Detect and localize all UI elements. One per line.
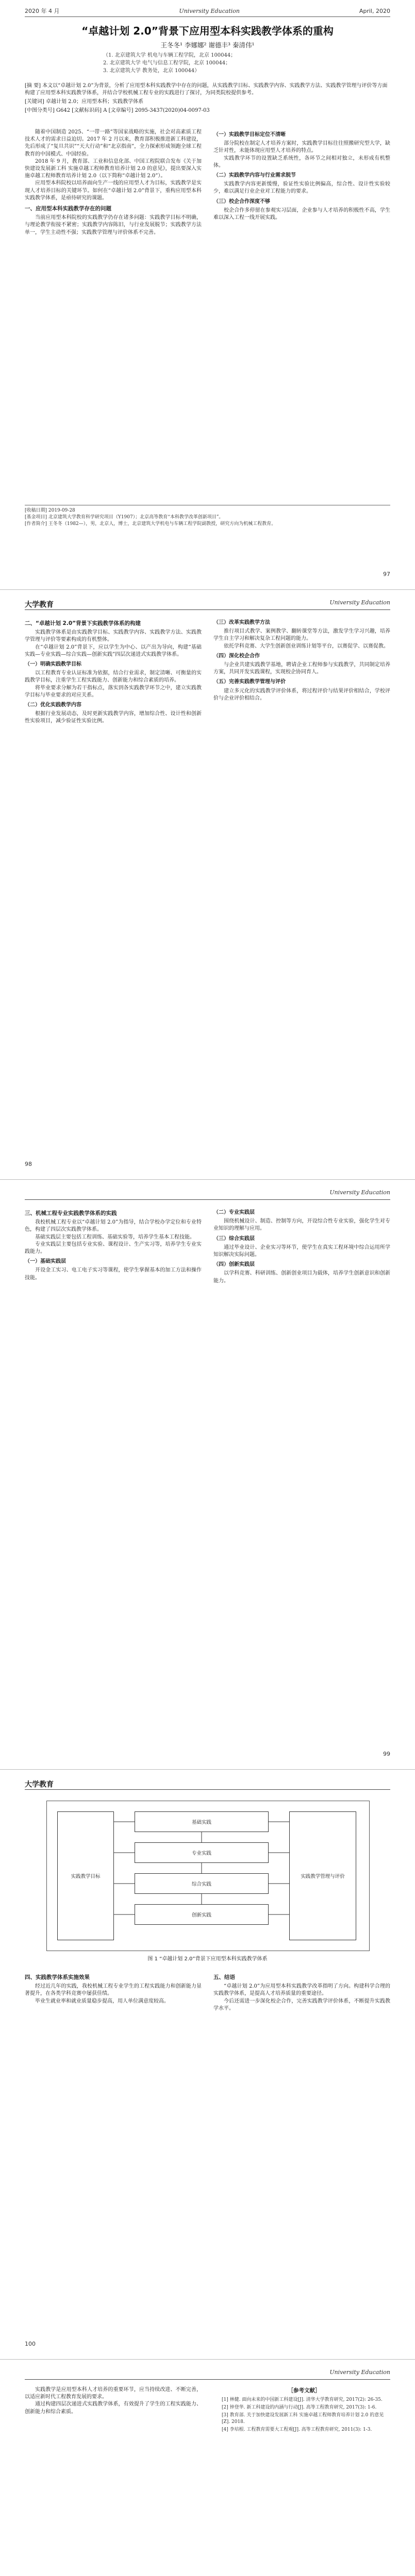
column-left [25,617,202,725]
paragraph: 依托学科竞赛、大学生创新创业训练计划等平台，以赛促学、以赛促教。 [224,643,389,649]
subsection-heading: （二）优化实践教学内容 [25,702,81,708]
paragraph: 实践教学内容更新缓慢，验证性实验比例偏高，综合性、设计性实验较少，难以满足行业企业对工程能力的要求。 [213,181,390,195]
footnote-line: [收稿日期] 2019-09-28 [25,508,75,513]
page-number: 97 [383,571,390,578]
column-left [25,129,202,236]
section-heading: 四、实践教学体系实施效果 [25,1974,90,1980]
paragraph: 实践教学是应用型本科人才培养的重要环节，应当持续改进、不断完善，以适应新时代工程教育发展的要求。 [25,2387,202,2400]
class-code: [中图分类号] G642 [文献标识码] A [文章编号] 2095-3437(2020)04-0097-03 [25,108,210,113]
paragraph: 专业实践层主要包括专业实验、课程设计、生产实习等，培养学生专业实践能力。 [25,1241,202,1255]
reference-item: [4] 李培根. 工程教育需要大工程观[J]. 高等工程教育研究, 2011(3): 1-3. [222,2427,372,2432]
subsection-heading: （一）基础实践层 [25,1259,66,1265]
system-diagram [46,1801,370,1951]
header-rule [25,609,390,610]
page-3 [0,1180,415,1770]
header-rule [25,1199,390,1200]
affiliation-line: 2. 北京建筑大学 电气与信息工程学院，北京 100044； [103,60,231,66]
paragraph: 2018 年 9 月，教育部、工业和信息化部、中国工程院联合发布《关于加快建设发展新工科 实施卓越工程师教育培养计划 2.0 的意见》，提出要深入实施卓越工程师教育培养计划 2.0（以下简称“卓越计划 2.0”）。 [25,158,202,179]
column-right [213,129,390,222]
paragraph: 将毕业要求分解为若干指标点，落实到各实践教学环节之中，建立实践教学目标与毕业要求的对应关系。 [25,685,202,698]
diagram-connectors [47,1801,369,1951]
diagram-node-professional: 专业实践 [135,1842,269,1863]
section-heading: 三、机械工程专业实践教学体系的实践 [25,1210,117,1216]
abstract: [摘 要] 本文以“卓越计划 2.0”为背景，分析了应用型本科实践教学中存在的问题，从实践教学目标、实践教学内容、实践教学方法、实践教学管理与评价等方面构建了应用型本科实践教学体系，并结合学校机械工程专业的实践进行了探讨，为同类院校提供参考。 [25,83,388,96]
reference-item: [1] 林健. 面向未来的中国新工科建设[J]. 清华大学教育研究, 2017(2): 26-35. [222,2397,383,2402]
paragraph: 在“卓越计划 2.0”背景下，应以学生为中心、以产出为导向，构建“基础实践—专业实践—综合实践—创新实践”四层次递进式实践教学体系。 [25,644,202,657]
header-right: University Education [329,599,390,606]
author-affiliations [103,52,320,75]
diagram-node-basic: 基础实践 [135,1811,269,1832]
page-number: 99 [383,1751,390,1757]
paragraph: 基础实践层主要包括工程训练、基础实验等，培养学生基本工程技能。 [35,1234,195,1240]
subsection-heading: （二）实践教学内容与行业需求脱节 [213,173,296,179]
header-rule [25,2379,390,2380]
paragraph: 当前应用型本科院校的实践教学仍存在诸多问题：实践教学目标不明确，与理论教学衔接不紧密；实践教学内容陈旧，与行业发展脱节；实践教学方法单一，学生主动性不强；实践教学管理与评价体系不完善。 [25,215,202,235]
paragraph: 毕业生就业率和就业质量稳步提高，用人单位满意度较高。 [35,1998,169,2004]
section-heading: 一、应用型本科实践教学存在的问题 [25,206,111,212]
subsection-heading: （三）改革实践教学方法 [213,620,270,625]
diagram-node-goal: 实践教学目标 [57,1811,114,1940]
paragraph: 围绕机械设计、制造、控制等方向，开设综合性专业实验，强化学生对专业知识的理解与应用。 [213,1218,390,1232]
column-right [213,617,390,702]
paragraph: 实践教学环节的设置缺乏系统性，各环节之间相对独立，未形成有机整体。 [213,155,390,168]
paragraph: 校企合作多停留在参观实习层面，企业参与人才培养的积极性不高，学生难以深入工程一线开展实践。 [213,207,390,221]
paragraph: 开设金工实习、电工电子实习等课程，使学生掌握基本的加工方法和操作技能。 [25,1267,202,1281]
section-heading: 五、结语 [213,1974,235,1980]
journal-logo: 大学教育 [25,601,54,609]
abstract-block [25,82,390,116]
page-5 [0,2360,415,2576]
paragraph: 实践教学体系是由实践教学目标、实践教学内容、实践教学方法、实践教学管理与评价等要素构成的有机整体。 [25,630,202,643]
paragraph: 以学科竞赛、科研训练、创新创业项目为载体，培养学生创新意识和创新能力。 [213,1270,390,1284]
paragraph: 与企业共建实践教学基地，聘请企业工程师参与实践教学，共同制定培养方案，共同开发实践课程，实现校企协同育人。 [213,662,390,675]
header-left: 2020 年 4 月 [25,8,60,14]
header-journal: University Education [179,7,240,14]
subsection-heading: （四）深化校企合作 [213,653,260,659]
subsection-heading: （一）实践教学目标定位不清晰 [213,132,286,138]
paragraph: 以工程教育专业认证标准为依据，结合行业需求，制定清晰、可衡量的实践教学目标，注重学生工程实践能力、创新能力和综合素质的培养。 [25,670,202,684]
footnote-line: [作者简介] 王冬冬（1982—），男，北京人，博士，北京建筑大学机电与车辆工程学院副教授，研究方向为机械工程教育。 [25,521,276,527]
references-list [222,2397,389,2434]
page-header [25,5,390,17]
page-1 [0,0,415,590]
paragraph: 部分院校在制定人才培养方案时，实践教学目标往往照搬研究型大学，缺乏针对性，未能体现应用型人才培养的特点。 [213,141,390,154]
paragraph: 通过毕业设计、企业实习等环节，使学生在真实工程环境中综合运用所学知识解决实际问题。 [213,1244,390,1258]
subsection-heading: （四）创新实践层 [213,1262,255,1268]
subsection-heading: （二）专业实践层 [213,1210,255,1215]
subsection-heading: （五）完善实践教学管理与评价 [213,679,286,685]
header-right: University Education [329,2369,390,2376]
references-title: ［参考文献］ [288,2387,321,2394]
reference-item: [3] 教育部. 关于加快建设发展新工科 实施卓越工程师教育培养计划 2.0 的意见[Z]. 2018. [222,2413,384,2425]
paragraph: 经过近几年的实践，我校机械工程专业学生的工程实践能力和创新能力显著提升，在各类学科竞赛中屡获佳绩。 [25,1984,202,1997]
column-left [25,1207,202,1282]
column-left [25,2386,202,2416]
diagram-node-comprehensive: 综合实践 [135,1873,269,1894]
figure-caption: 图 1 “卓越计划 2.0”背景下应用型本科实践教学体系 [147,1956,268,1962]
paragraph: 通过构建四层次递进式实践教学体系，有效提升了学生的工程实践能力、创新能力和综合素质。 [25,2401,202,2415]
diagram-node-innovation: 创新实践 [135,1904,269,1925]
subsection-heading: （一）明确实践教学目标 [25,662,81,668]
diagram-node-management: 实践教学管理与评价 [289,1811,356,1940]
subsection-heading: （三）校企合作深度不够 [213,198,270,205]
header-rule [25,1789,390,1790]
column-left [25,1971,202,2005]
affiliation-line: （1. 北京建筑大学 机电与车辆工程学院，北京 100044； [103,53,236,58]
journal-logo: 大学教育 [25,1781,54,1789]
page-number: 98 [25,1161,32,1167]
affiliation-line: 3. 北京建筑大学 教务处，北京 100044） [103,68,200,74]
paragraph: 我校机械工程专业以“卓越计划 2.0”为指导，结合学校办学定位和专业特色，构建了四层次实践教学体系。 [25,1219,202,1233]
header-right: University Education [329,1189,390,1196]
keywords: [关键词] 卓越计划 2.0；应用型本科；实践教学体系 [25,99,144,105]
page-number: 100 [25,2341,36,2347]
column-right [213,1971,390,2012]
header-right: April, 2020 [359,7,390,14]
paragraph: 根据行业发展动态，及时更新实践教学内容，增加综合性、设计性和创新性实验项目，减少验证性实验比例。 [25,711,202,724]
section-heading: 二、“卓越计划 2.0”背景下实践教学体系的构建 [25,620,141,626]
paragraph: 推行项目式教学、案例教学、翻转课堂等方法，激发学生学习兴趣，培养学生自主学习和解决复杂工程问题的能力。 [213,629,390,642]
column-right [213,1207,390,1285]
paragraph: “卓越计划 2.0”为应用型本科实践教学改革指明了方向。构建科学合理的实践教学体系，是提高人才培养质量的重要途径。 [213,1984,390,1997]
paragraph: 应用型本科院校以培养面向生产一线的应用型人才为目标，实践教学是实现人才培养目标的关键环节。如何在“卓越计划 2.0”背景下，重构应用型本科实践教学体系，是亟待研究的课题。 [25,180,202,201]
article-authors: 王冬冬¹ 李娜娜² 谢德丰³ 秦清伟¹ [160,41,255,49]
page-2 [0,590,415,1180]
footnote-line: [基金项目] 北京建筑大学教育科学研究项目（Y1907）；北京高等教育“本科教学改革创新项目”。 [25,515,224,520]
article-title: “卓越计划 2.0”背景下应用型本科实践教学体系的重构 [81,25,334,37]
subsection-heading: （三）综合实践层 [213,1235,255,1242]
reference-item: [2] 钟登华. 新工科建设的内涵与行动[J]. 高等工程教育研究, 2017(3): 1-6. [222,2405,377,2410]
paragraph: 今后还需进一步深化校企合作，完善实践教学评价体系，不断提升实践教学水平。 [213,1998,390,2011]
paragraph: 建立多元化的实践教学评价体系，将过程评价与结果评价相结合，学校评价与企业评价相结合。 [213,688,390,701]
page-4 [0,1770,415,2360]
paragraph: 随着中国制造 2025、“一带一路”等国家战略的实施，社会对高素质工程技术人才的需求日益迫切。2017 年 2 月以来，教育部积极推进新工科建设，先后形成了“复旦共识”“天大行动”和“北京指南”，全力探索形成领跑全球工程教育的中国模式、中国经验。 [25,129,202,157]
footnote [25,505,390,528]
